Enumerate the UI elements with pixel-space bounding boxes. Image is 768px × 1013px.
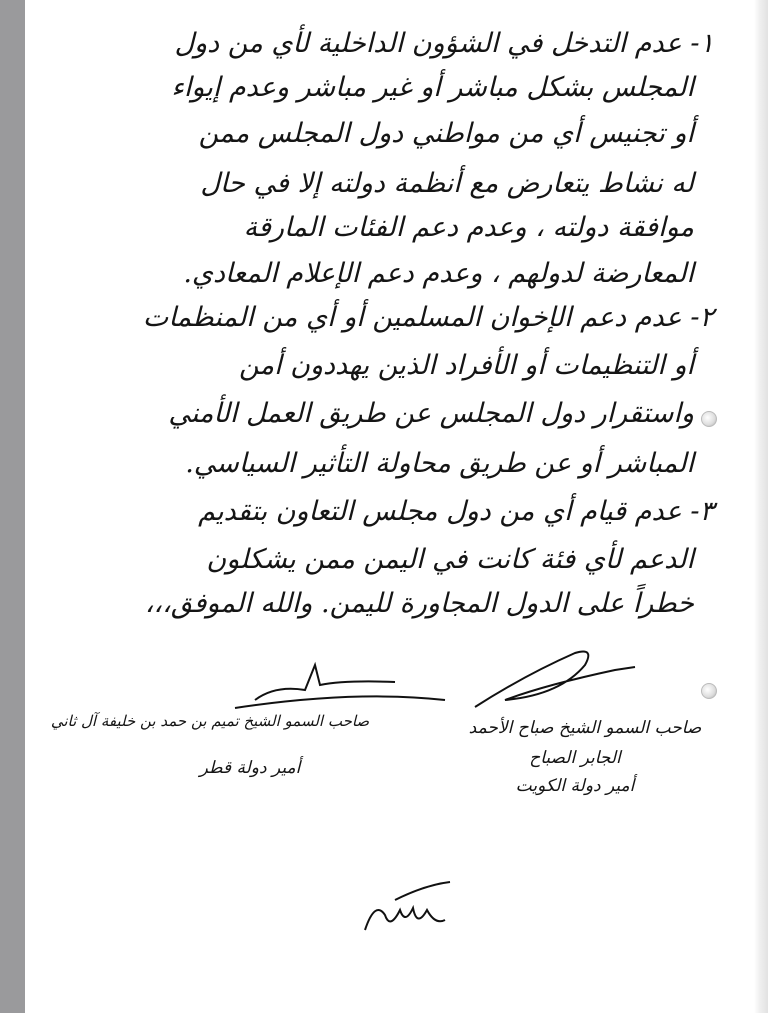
kuwait-name-line1: صاحب السمو الشيخ صباح الأحمد [468, 718, 702, 738]
clause-1-line-1 [175, 28, 714, 59]
clause-2-line-3: واستقرار دول المجلس عن طريق العمل الأمني [168, 398, 694, 429]
page-edge-shadow [754, 0, 768, 1013]
punch-hole [701, 683, 717, 699]
scan-border [0, 0, 25, 1013]
clause-1-line-2: المجلس بشكل مباشر أو غير مباشر وعدم إيواء [171, 72, 694, 103]
clause-number: ٢- [690, 302, 714, 333]
clause-3-line-2: الدعم لأي فئة كانت في اليمن ممن يشكلون [206, 544, 694, 575]
clause-2-line-1 [143, 302, 714, 333]
clause-1-line-6: المعارضة لدولهم ، وعدم دعم الإعلام المعادي. [183, 258, 694, 289]
qatar-name: صاحب السمو الشيخ تميم بن حمد بن خليفة آل ثاني [50, 712, 370, 730]
saudi-signature [355, 880, 465, 950]
document-page [25, 0, 754, 1013]
clause-2-line-2: أو التنظيمات أو الأفراد الذين يهددون أمن [239, 350, 694, 381]
clause-text: عدم التدخل في الشؤون الداخلية لأي من دول [174, 28, 682, 59]
qatar-signature [155, 660, 455, 710]
clause-number: ٣- [690, 496, 714, 527]
kuwait-name-line2: الجابر الصباح [529, 748, 621, 768]
clause-3-line-3: خطراً على الدول المجاورة لليمن. والله الموفق،،، [144, 588, 694, 619]
clause-1-line-3: أو تجنيس أي من مواطني دول المجلس ممن [198, 118, 694, 149]
kuwait-title: أمير دولة الكويت [515, 776, 635, 796]
clause-text: عدم دعم الإخوان المسلمين أو أي من المنظمات [142, 302, 682, 333]
clause-number: ١- [690, 28, 714, 59]
clause-1-line-4: له نشاط يتعارض مع أنظمة دولته إلا في حال [200, 168, 694, 199]
clause-3-line-1 [198, 496, 714, 527]
clause-text: عدم قيام أي من دول مجلس التعاون بتقديم [198, 496, 682, 527]
kuwait-signature [465, 645, 645, 715]
clause-1-line-5: موافقة دولته ، وعدم دعم الفئات المارقة [243, 212, 694, 243]
clause-2-line-4: المباشر أو عن طريق محاولة التأثير السياسي. [185, 448, 694, 479]
punch-hole [701, 411, 717, 427]
qatar-title: أمير دولة قطر [199, 758, 301, 778]
